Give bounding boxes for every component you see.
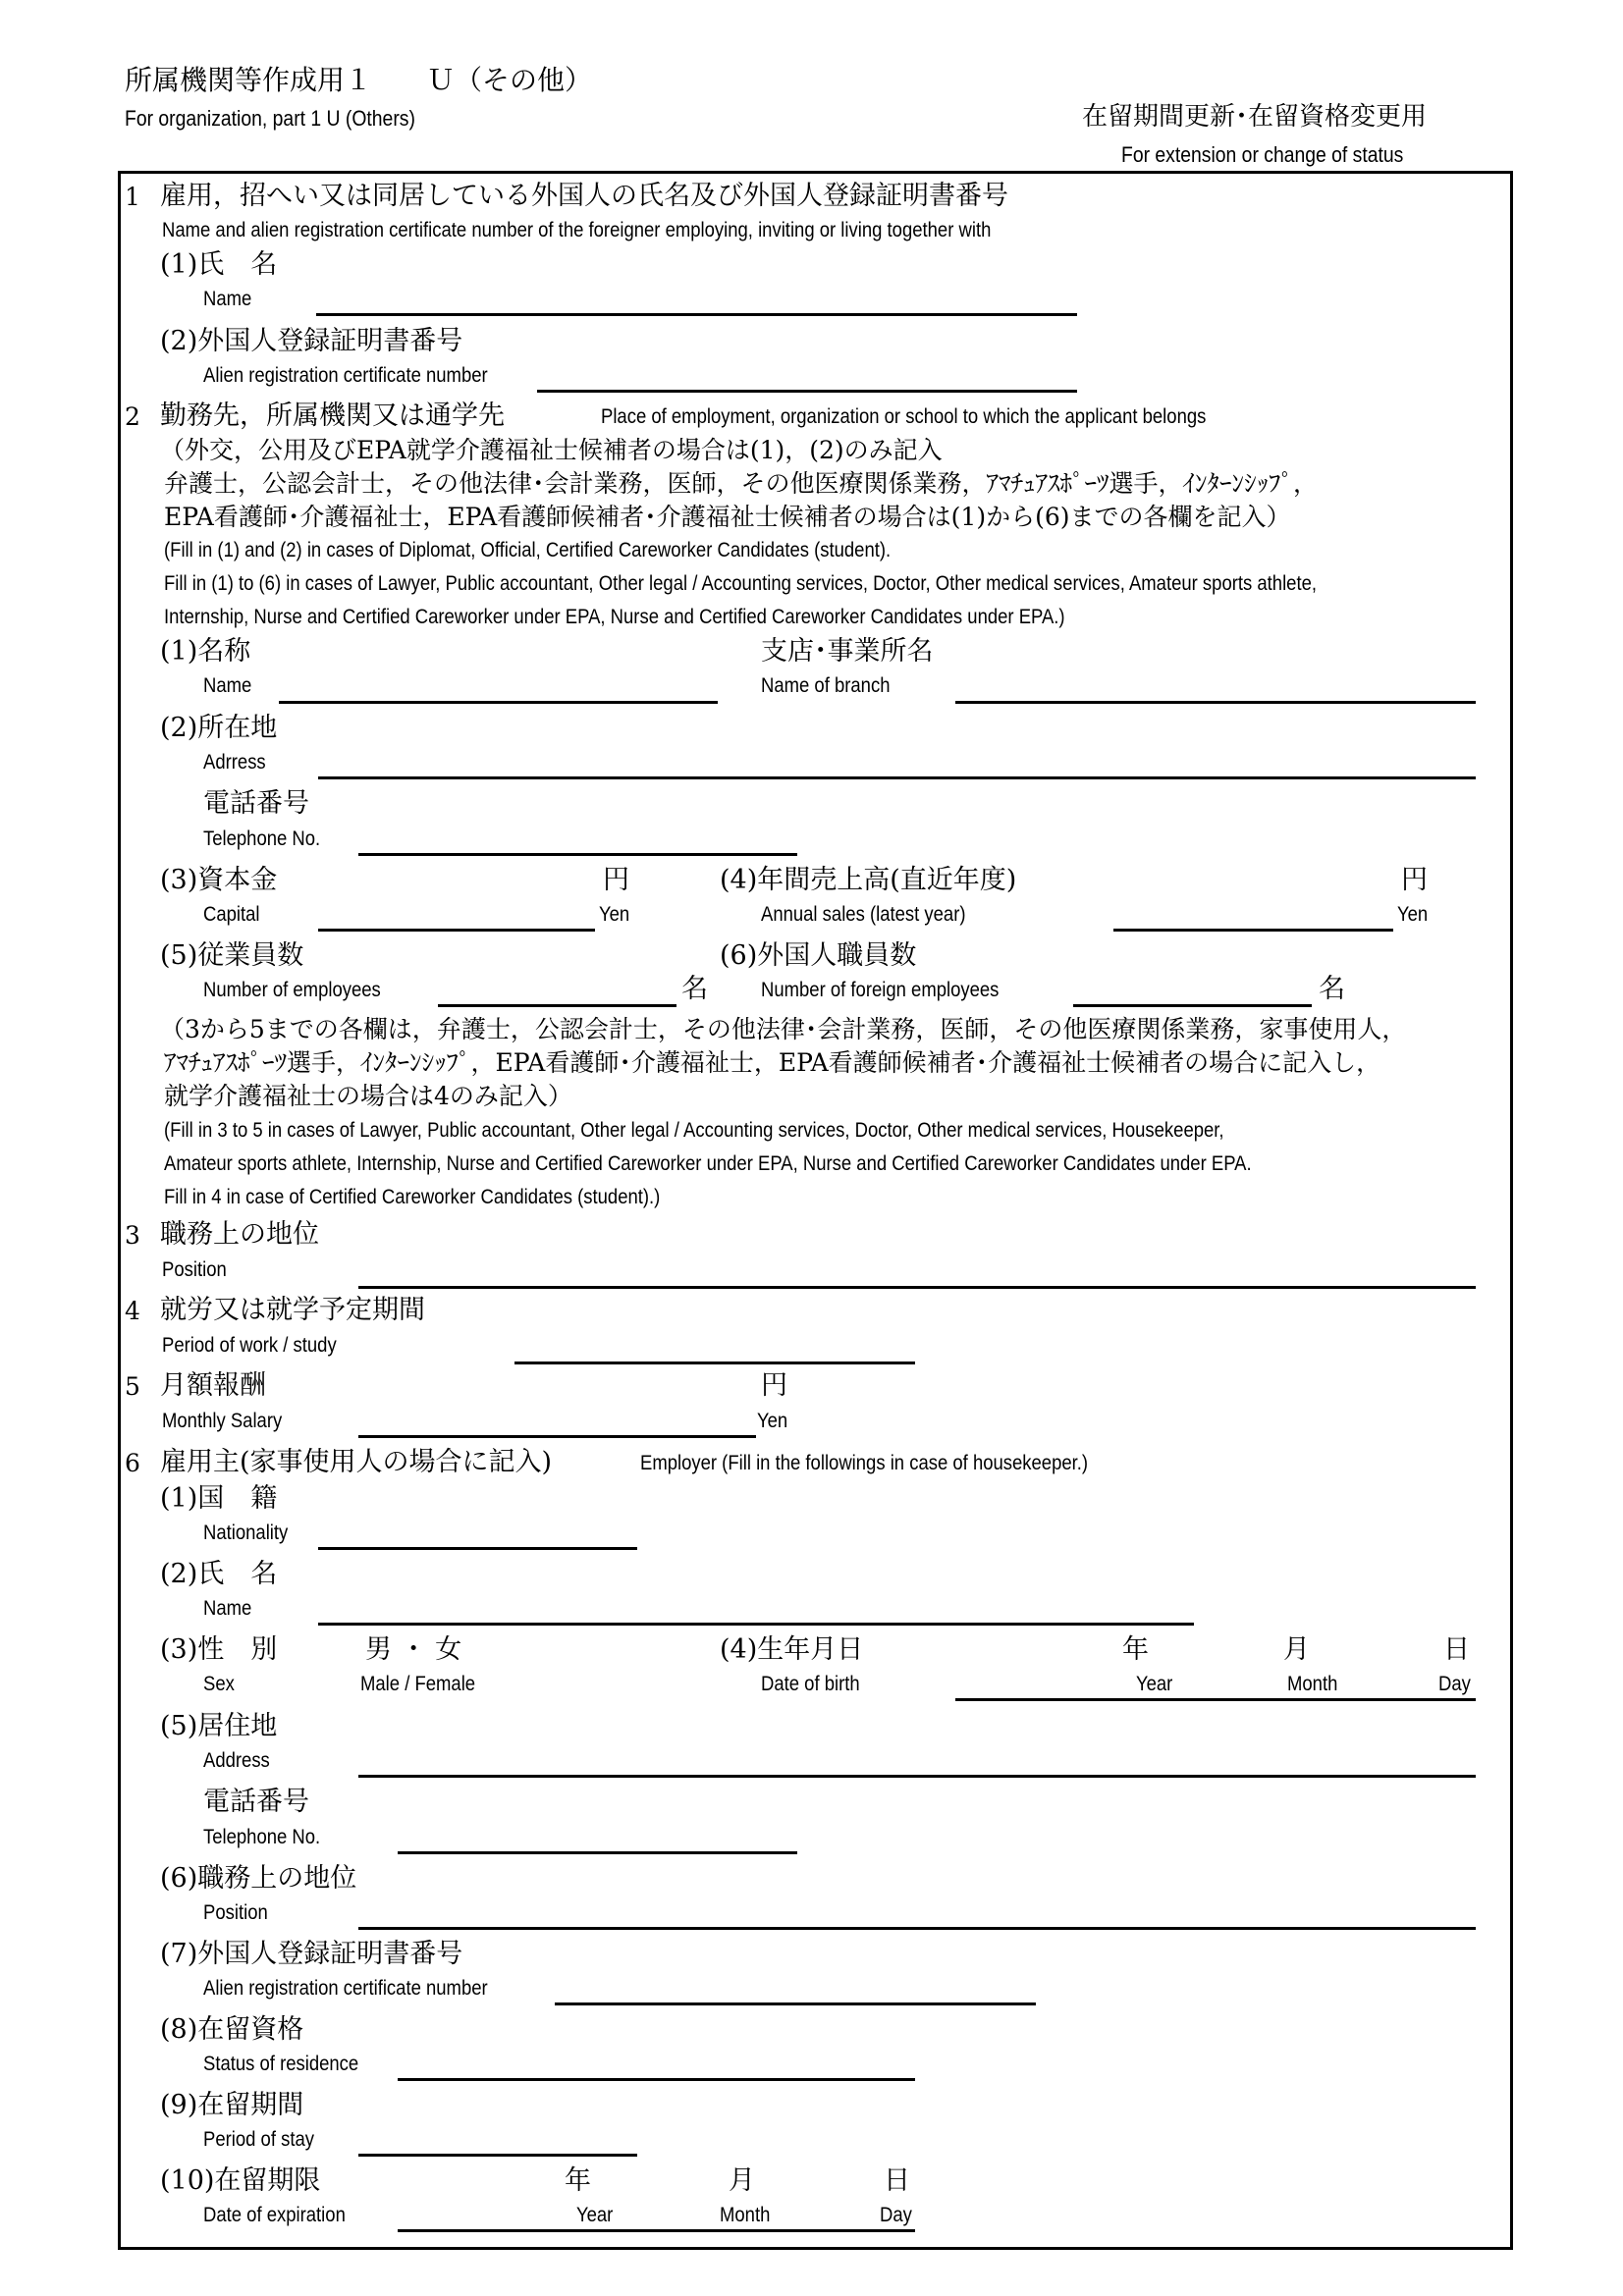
s6-address-field[interactable] <box>358 1775 1476 1778</box>
section-3-title-en: Position <box>162 1258 227 1281</box>
s6-position-label-en: Position <box>203 1901 268 1924</box>
s2-foreign-employees-label: (6)外国人職員数 <box>720 940 917 971</box>
s2-note-en-1: (Fill in (1) and (2) in cases of Diplomat, Official, Certified Careworker Candidates (student). <box>164 539 892 561</box>
s6-dob-year-en: Year <box>1136 1673 1173 1695</box>
s5-yen-en: Yen <box>757 1410 788 1432</box>
s6-period-label: (9)在留期間 <box>160 2090 304 2120</box>
s2-capital-yen-en: Yen <box>599 903 630 926</box>
s6-dob-day-en: Day <box>1438 1673 1471 1695</box>
s6-exp-month-en: Month <box>720 2204 771 2226</box>
s1-name-label-en: Name <box>203 288 252 310</box>
s6-status-label: (8)在留資格 <box>160 2014 304 2045</box>
s6-status-label-en: Status of residence <box>203 2053 359 2075</box>
s6-name-label-en: Name <box>203 1597 252 1620</box>
s2-name-field[interactable] <box>279 701 718 704</box>
section-2-title: 勤務先，所属機関又は通学先 <box>160 400 505 431</box>
s6-position-field[interactable] <box>358 1927 1476 1930</box>
section-3-number: 3 <box>125 1221 140 1250</box>
s6-dob-field[interactable] <box>955 1698 1476 1701</box>
s1-name-field[interactable] <box>316 313 1077 316</box>
s6-dob-day: 日 <box>1443 1634 1470 1665</box>
s2-branch-label-en: Name of branch <box>761 674 891 697</box>
s6-period-field[interactable] <box>358 2154 637 2157</box>
s2-capital-label-en: Capital <box>203 903 260 926</box>
section-1-title: 雇用，招へい又は同居している外国人の氏名及び外国人登録証明書番号 <box>160 181 1008 211</box>
section-2-number: 2 <box>125 402 140 431</box>
s2-capital-label: (3)資本金 <box>160 865 278 895</box>
s6-nationality-label: (1)国 籍 <box>160 1483 278 1514</box>
s2-sales-yen-en: Yen <box>1397 903 1429 926</box>
s2-sales-label: (4)年間売上高(直近年度) <box>720 865 1017 895</box>
s5-yen: 円 <box>761 1370 787 1401</box>
s2-sales-label-en: Annual sales (latest year) <box>761 903 966 926</box>
s6-tel-label-en: Telephone No. <box>203 1826 321 1848</box>
s6-sex-label-en: Sex <box>203 1673 235 1695</box>
section-5-number: 5 <box>125 1372 140 1401</box>
s6-dob-label: (4)生年月日 <box>720 1634 864 1665</box>
s6-exp-month: 月 <box>729 2165 755 2196</box>
section-6-title: 雇用主(家事使用人の場合に記入) <box>160 1447 553 1477</box>
s1-arc-label: (2)外国人登録証明書番号 <box>160 326 463 356</box>
s2-note-jp-1: （外交，公用及びEPA就学介護福祉士候補者の場合は(1)，(2)のみ記入 <box>160 436 943 464</box>
s2-employees-field[interactable] <box>438 1004 676 1007</box>
s6-dob-year: 年 <box>1122 1634 1149 1665</box>
s6-arc-field[interactable] <box>555 2002 1036 2005</box>
s2-note-jp-3: EPA看護師･介護福祉士，EPA看護師候補者･介護福祉士候補者の場合は(1)から(6)までの各欄を記入） <box>164 503 1291 531</box>
s2-name-label: (1)名称 <box>160 636 251 667</box>
s6-period-label-en: Period of stay <box>203 2128 314 2151</box>
s2-foreign-employees-field[interactable] <box>1073 1004 1312 1007</box>
section-4-title: 就労又は就学予定期間 <box>160 1295 425 1325</box>
s4-period-field[interactable] <box>514 1362 915 1364</box>
s6-nationality-label-en: Nationality <box>203 1522 289 1544</box>
s6-arc-label-en: Alien registration certificate number <box>203 1977 488 2000</box>
s6-dob-month: 月 <box>1283 1634 1310 1665</box>
s6-exp-year: 年 <box>565 2165 591 2196</box>
s2-sales-yen: 円 <box>1401 865 1428 895</box>
s2-foreign-employees-label-en: Number of foreign employees <box>761 979 1000 1001</box>
s5-salary-field[interactable] <box>358 1435 756 1438</box>
s6-expiration-label: (10)在留期限 <box>160 2165 321 2196</box>
section-3-title: 職務上の地位 <box>160 1219 319 1250</box>
form-purpose: 在留期間更新･在留資格変更用 <box>1082 102 1428 132</box>
s2-note2-en-3: Fill in 4 in case of Certified Careworker Candidates (student).) <box>164 1186 661 1208</box>
s2-note-jp-2: 弁護士，公認会計士，その他法律･会計業務，医師，その他医療関係業務，ｱﾏﾁｭｱｽﾎﾟｰﾂ選手，ｲﾝﾀｰﾝｼｯﾌﾟ， <box>164 469 1319 498</box>
s6-status-field[interactable] <box>398 2078 915 2081</box>
section-6-number: 6 <box>125 1449 140 1477</box>
s2-capital-yen: 円 <box>603 865 629 895</box>
s6-address-label-en: Address <box>203 1749 270 1772</box>
s2-note-en-3: Internship, Nurse and Certified Careworker under EPA, Nurse and Certified Careworker Candidates under EPA.) <box>164 606 1065 628</box>
section-5-title-en: Monthly Salary <box>162 1410 283 1432</box>
s2-note2-en-2: Amateur sports athlete, Internship, Nurse and Certified Careworker under EPA, Nurse and Certified Careworker Candidates under EPA. <box>164 1152 1252 1175</box>
s6-tel-label: 電話番号 <box>203 1787 309 1817</box>
s2-employees-label: (5)従業員数 <box>160 940 304 971</box>
s2-tel-field[interactable] <box>358 853 797 856</box>
s6-sex-label: (3)性 別 <box>160 1634 278 1665</box>
section-1-number: 1 <box>125 183 140 211</box>
form-purpose-en: For extension or change of status <box>1121 142 1404 167</box>
s2-note2-jp-2: ｱﾏﾁｭｱｽﾎﾟｰﾂ選手，ｲﾝﾀｰﾝｼｯﾌﾟ，EPA看護師･介護福祉士，EPA看護師候補者･介護福祉士候補者の場合に記入し， <box>164 1048 1381 1077</box>
section-5-title: 月額報酬 <box>160 1370 266 1401</box>
s6-exp-day-en: Day <box>880 2204 912 2226</box>
s2-sales-field[interactable] <box>1113 929 1393 932</box>
s2-branch-label: 支店･事業所名 <box>761 636 934 667</box>
s2-name-label-en: Name <box>203 674 252 697</box>
section-4-title-en: Period of work / study <box>162 1334 337 1357</box>
form-title: 所属機関等作成用１ Ｕ（その他） <box>125 64 593 96</box>
s2-capital-field[interactable] <box>318 929 595 932</box>
s6-name-field[interactable] <box>318 1623 1194 1626</box>
s2-address-field[interactable] <box>318 776 1476 779</box>
s6-expiration-label-en: Date of expiration <box>203 2204 346 2226</box>
s1-arc-field[interactable] <box>537 390 1077 393</box>
s6-arc-label: (7)外国人登録証明書番号 <box>160 1939 463 1969</box>
s2-note2-jp-1: （3から5までの各欄は，弁護士，公認会計士，その他法律･会計業務，医師，その他医療関係業務，家事使用人， <box>160 1015 1407 1043</box>
section-4-number: 4 <box>125 1297 140 1325</box>
s1-name-label: (1)氏 名 <box>160 249 278 280</box>
s6-dob-label-en: Date of birth <box>761 1673 860 1695</box>
s6-address-label: (5)居住地 <box>160 1711 278 1741</box>
s1-arc-label-en: Alien registration certificate number <box>203 364 488 387</box>
s6-exp-day: 日 <box>884 2165 910 2196</box>
s6-exp-year-en: Year <box>576 2204 614 2226</box>
section-6-title-en: Employer (Fill in the followings in case of housekeeper.) <box>640 1452 1089 1474</box>
s6-sex-options[interactable]: 男 ・ 女 <box>365 1634 462 1665</box>
s3-position-field[interactable] <box>358 1286 1476 1289</box>
s2-tel-label: 電話番号 <box>203 788 309 819</box>
s2-employees-unit: 名 <box>681 974 708 1004</box>
s6-expiration-field[interactable] <box>398 2229 915 2232</box>
s6-dob-month-en: Month <box>1287 1673 1338 1695</box>
s2-note2-jp-3: 就学介護福祉士の場合は4のみ記入） <box>164 1082 572 1110</box>
s2-note-en-2: Fill in (1) to (6) in cases of Lawyer, Public accountant, Other legal / Accounting services, Doctor, Other medical services, Amateur sports athlete, <box>164 572 1318 595</box>
s2-branch-field[interactable] <box>955 701 1476 704</box>
form-title-en: For organization, part 1 U (Others) <box>125 106 415 131</box>
s6-name-label: (2)氏 名 <box>160 1559 278 1589</box>
s2-note2-en-1: (Fill in 3 to 5 in cases of Lawyer, Public accountant, Other legal / Accounting services, Doctor, Other medical services, Housekeeper, <box>164 1119 1224 1142</box>
s2-address-label-en: Adrress <box>203 751 266 774</box>
s6-nationality-field[interactable] <box>318 1547 637 1550</box>
section-1-title-en: Name and alien registration certificate number of the foreigner employing, inviting or living together with <box>162 219 992 241</box>
s6-sex-options-en: Male / Female <box>360 1673 476 1695</box>
s2-employees-label-en: Number of employees <box>203 979 381 1001</box>
s2-address-label: (2)所在地 <box>160 713 278 743</box>
s2-foreign-employees-unit: 名 <box>1319 974 1345 1004</box>
s6-tel-field[interactable] <box>398 1851 797 1854</box>
s6-position-label: (6)職務上の地位 <box>160 1863 357 1894</box>
s2-tel-label-en: Telephone No. <box>203 828 321 850</box>
section-2-title-en: Place of employment, organization or school to which the applicant belongs <box>601 405 1207 428</box>
